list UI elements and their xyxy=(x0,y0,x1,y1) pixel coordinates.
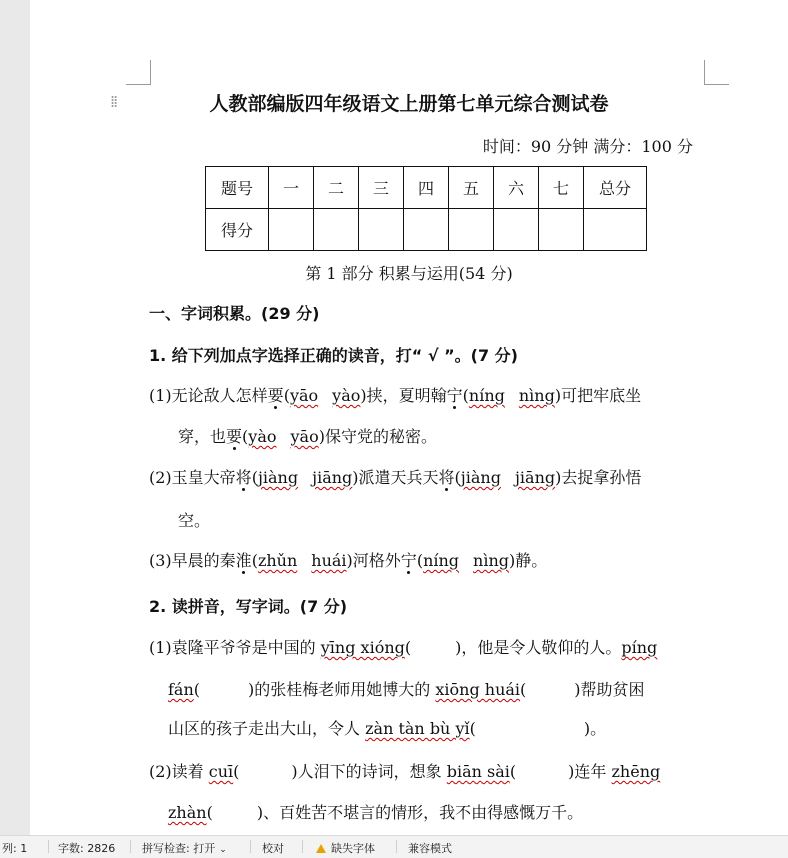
pinyin-option: nìng xyxy=(518,386,555,405)
status-compat-mode[interactable]: 兼容模式 xyxy=(408,842,452,855)
question-1-2-line-1: (2)玉皇大帝将(jiàng jiāng)派遣天兵天将(jiàng jiāng)去捉拿孙悟 xyxy=(149,468,642,487)
dotted-char: 要 xyxy=(226,427,243,446)
question-1-2-line-2: 空。 xyxy=(178,511,211,530)
score-blank-cell[interactable] xyxy=(584,209,647,251)
status-bar xyxy=(0,835,788,858)
pinyin-option: nìng xyxy=(473,551,509,570)
status-proofread[interactable]: 校对 xyxy=(262,842,284,855)
question-2-1-line-3: 山区的孩子走出大山，令人 zàn tàn bù yǐ( )。 xyxy=(168,719,607,738)
question-1-3-line: (3)早晨的秦淮(zhǔn huái)河格外宁(níng nìng)静。 xyxy=(149,551,548,570)
pinyin-text: biān sài xyxy=(446,762,510,781)
section-heading: 一、字词积累。(29 分) xyxy=(149,304,320,323)
document-page xyxy=(30,0,788,835)
pinyin-option: jiàng xyxy=(257,468,299,487)
question-1-heading: 1. 给下列加点字选择正确的读音，打“ √ ”。(7 分) xyxy=(149,346,518,365)
pinyin-text: xiōng huái xyxy=(435,680,521,699)
pinyin-text: yīng xióng xyxy=(320,638,405,657)
question-2-1-line-1: (1)袁隆平爷爷是中国的 yīng xióng( )，他是令人敬仰的人。píng xyxy=(149,638,658,657)
pinyin-option: yāo xyxy=(289,386,319,405)
dotted-char: 宁 xyxy=(400,551,417,570)
pinyin-text: zhàn xyxy=(168,803,207,822)
score-row-label: 得分 xyxy=(206,209,269,251)
pinyin-text: fán xyxy=(168,680,194,699)
status-word-count[interactable]: 字数: 2826 xyxy=(58,842,116,855)
time-info: 时间：90 分钟 满分：100 分 xyxy=(482,137,693,156)
chevron-down-icon: ⌄ xyxy=(219,845,227,855)
pinyin-text: zàn tàn bù yǐ xyxy=(365,719,470,738)
score-cell: 七 xyxy=(539,167,584,209)
score-table xyxy=(205,166,647,251)
pinyin-option: yào xyxy=(332,386,361,405)
part-heading: 第 1 部分 积累与运用(54 分) xyxy=(305,264,513,283)
question-2-1-line-2: fán( )的张桂梅老师用她博大的 xiōng huái( )帮助贫困 xyxy=(168,680,645,699)
pinyin-option: níng xyxy=(423,551,460,570)
score-cell: 四 xyxy=(404,167,449,209)
dotted-char: 将 xyxy=(438,468,455,487)
score-blank-cell[interactable] xyxy=(359,209,404,251)
score-blank-cell[interactable] xyxy=(314,209,359,251)
score-blank-cell[interactable] xyxy=(269,209,314,251)
score-cell: 一 xyxy=(269,167,314,209)
score-cell: 二 xyxy=(314,167,359,209)
pinyin-option: níng xyxy=(468,386,505,405)
question-1-1-line-1: (1)无论敌人怎样要(yāo yào)挟，夏明翰宁(níng nìng)可把牢底坐 xyxy=(149,386,642,405)
document-title: 人教部编版四年级语文上册第七单元综合测试卷 xyxy=(209,93,609,115)
score-table-header-row xyxy=(206,167,647,209)
question-2-2-line-1: (2)读着 cuī( )人泪下的诗词，想象 biān sài( )连年 zhēng xyxy=(149,762,661,781)
pinyin-option: yāo xyxy=(290,427,319,446)
status-column: 列: 1 xyxy=(2,842,28,855)
pinyin-text: cuī xyxy=(208,762,234,781)
status-missing-font[interactable]: 缺失字体 xyxy=(316,840,375,856)
score-blank-cell[interactable] xyxy=(449,209,494,251)
pinyin-text: píng xyxy=(621,638,658,657)
status-spell-check[interactable]: 拼写检查: 打开 ⌄ xyxy=(142,842,227,855)
score-cell: 题号 xyxy=(206,167,269,209)
question-2-heading: 2. 读拼音，写字词。(7 分) xyxy=(149,597,348,616)
dotted-char: 淮 xyxy=(235,551,252,570)
pinyin-option: jiāng xyxy=(514,468,556,487)
score-cell: 三 xyxy=(359,167,404,209)
pinyin-option: zhǔn xyxy=(257,551,298,570)
pinyin-option: yào xyxy=(248,427,277,446)
score-blank-cell[interactable] xyxy=(404,209,449,251)
pinyin-option: jiàng xyxy=(460,468,501,487)
drag-handle-icon[interactable]: ⁞⁞ xyxy=(110,92,117,111)
score-cell: 总分 xyxy=(584,167,647,209)
dotted-char: 宁 xyxy=(446,386,463,405)
score-table-score-row xyxy=(206,209,647,251)
question-1-1-line-2: 穿，也要(yào yāo)保守党的秘密。 xyxy=(178,427,437,446)
dotted-char: 将 xyxy=(235,468,252,487)
warning-icon xyxy=(316,844,326,853)
score-blank-cell[interactable] xyxy=(539,209,584,251)
score-cell: 六 xyxy=(494,167,539,209)
score-cell: 五 xyxy=(449,167,494,209)
question-2-2-line-2: zhàn( )、百姓苦不堪言的情形，我不由得感慨万千。 xyxy=(168,803,584,822)
margin-corner-top-left xyxy=(126,60,151,85)
margin-corner-top-right xyxy=(704,60,729,85)
pinyin-option: huái xyxy=(311,551,347,570)
dotted-char: 要 xyxy=(267,386,284,405)
score-blank-cell[interactable] xyxy=(494,209,539,251)
pinyin-text: zhēng xyxy=(611,762,661,781)
pinyin-option: jiāng xyxy=(312,468,353,487)
